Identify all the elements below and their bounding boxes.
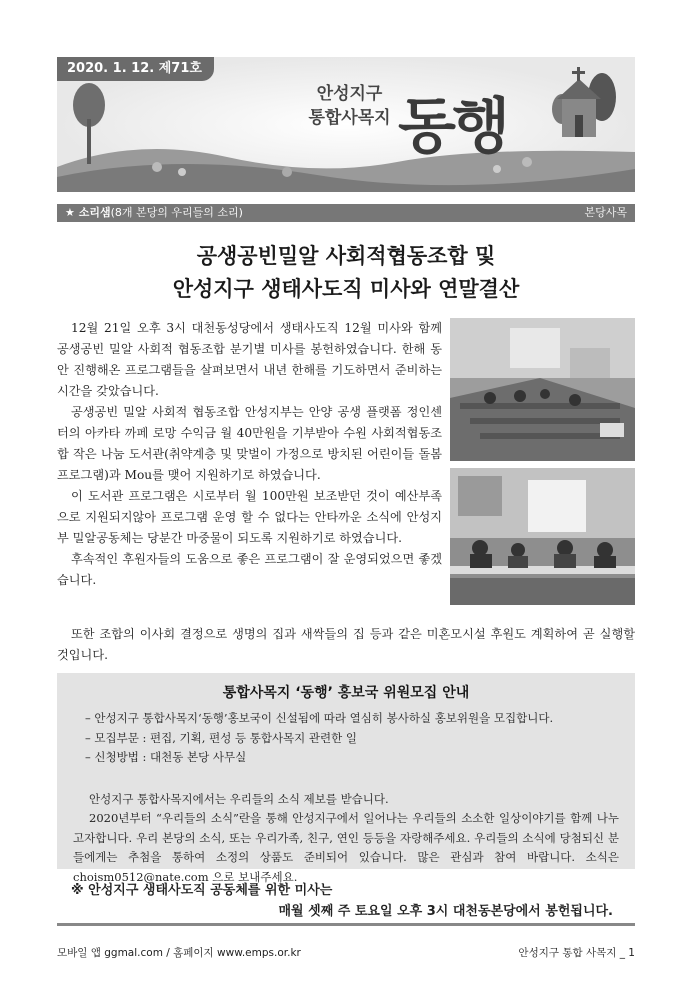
mass-photo [450, 318, 635, 461]
notice-paragraph: 안성지구 통합사목지에서는 우리들의 소식 제보를 받습니다. [89, 791, 389, 806]
article-paragraph: 또한 조합의 이사회 결정으로 생명의 집과 새싹들의 집 등과 같은 미혼모시설 후원도 계획하여 곧 실행할 것입니다. [57, 627, 635, 662]
issue-date-tab: 2020. 1. 12. 제71호 [57, 57, 214, 81]
subtitle-line2: 통합사목지 [308, 108, 391, 128]
article-paragraph: 공생공빈 밀알 사회적 협동조합 안성지부는 안양 공생 플랫폼 정인센터의 아카타 까페 로망 수익금 월 40만원을 기부받아 수원 사회적협동조합 작은 나눔 도서관(취약계층 및 맞벌이 가정으로 방치된 어린이들 돌봄 프로그램)과 Mou를 맺어 지원하기로 하였습니다. [57, 405, 442, 482]
article-body-full [57, 624, 635, 666]
notice-list [73, 709, 619, 768]
page-footer [57, 944, 635, 962]
newsletter-subtitle [302, 82, 397, 130]
notice-paragraph: 2020년부터 “우리들의 소식”란을 통해 안성지구에서 일어나는 우리들의 소소한 일상이야기를 함께 나누고자합니다. 우리 본당의 소식, 또는 우리가족, 친구, 연인 등등을 자랑해주세요. 우리들의 소식에 당첨되신 분들에게는 추첨을 통하여 소정의 상품도 준비되어 있습니다. 많은 관심과 참여 바랍니다. 소식은 choism0512@nate.com 으로 보내주세요. [73, 811, 619, 884]
newsletter-title: 동행 [398, 92, 506, 162]
notice-body [73, 790, 619, 888]
section-label-desc: (8개 본당의 우리들의 소리) [110, 206, 243, 219]
meeting-photo [450, 468, 635, 605]
notice-item: – 모집부문 : 편집, 기획, 편성 등 통합사목지 관련한 일 [85, 730, 358, 745]
notice-item: – 신청방법 : 대천동 본당 사무실 [85, 750, 247, 764]
mass-line1: ※ 안성지구 생태사도직 공동체를 위한 미사는 [71, 883, 333, 898]
section-label-star: ★ 소리샘 [65, 206, 111, 219]
article-headline [57, 240, 635, 306]
footer-page-number: 안성지구 통합 사목지 _ 1 [518, 947, 635, 959]
notice-title: 통합사목지 ‘동행’ 홍보국 위원모집 안내 [222, 685, 470, 701]
mass-line2: 매월 셋째 주 토요일 오후 3시 대천동본당에서 봉헌됩니다. [278, 904, 613, 919]
article-paragraph: 후속적인 후원자들의 도움으로 좋은 프로그램이 잘 운영되었으면 좋겠습니다. [57, 552, 442, 587]
notice-item: – 안성지구 통합사목지‘동행’홍보국이 신설됨에 따라 열심히 봉사하실 홍보위원을 모집합니다. [85, 711, 554, 725]
recruitment-notice [57, 673, 635, 884]
subtitle-line1: 안성지구 [316, 84, 383, 104]
article-body-column [57, 318, 442, 591]
section-category: 본당사목 [584, 206, 627, 219]
headline-line2: 안성지구 생태사도직 미사와 연말결산 [172, 277, 520, 301]
article-paragraph: 이 도서관 프로그램은 시로부터 월 100만원 보조받던 것이 예산부족으로 지원되지않아 프로그램 운영 할 수 없다는 안타까운 소식에 안성지부 밀알공동체는 당분간 마중물이 되도록 지원하기로 하였습니다. [57, 489, 442, 545]
section-bar [57, 204, 635, 222]
article-paragraph: 12월 21일 오후 3시 대천동성당에서 생태사도직 12월 미사와 함께 공생공빈 밀알 사회적 협동조합 분기별 미사를 봉헌하였습니다. 한해 동안 진행해온 프로그램들을 살펴보면서 내년 한해를 기도하면서 준비하는 시간을 갖았습니다. [57, 321, 442, 398]
headline-line1: 공생공빈밀알 사회적협동조합 및 [196, 244, 496, 268]
section-label [65, 204, 243, 222]
mass-schedule-notice [57, 876, 635, 926]
footer-links: 모바일 앱 ggmal.com / 홈페이지 www.emps.or.kr [57, 947, 301, 959]
